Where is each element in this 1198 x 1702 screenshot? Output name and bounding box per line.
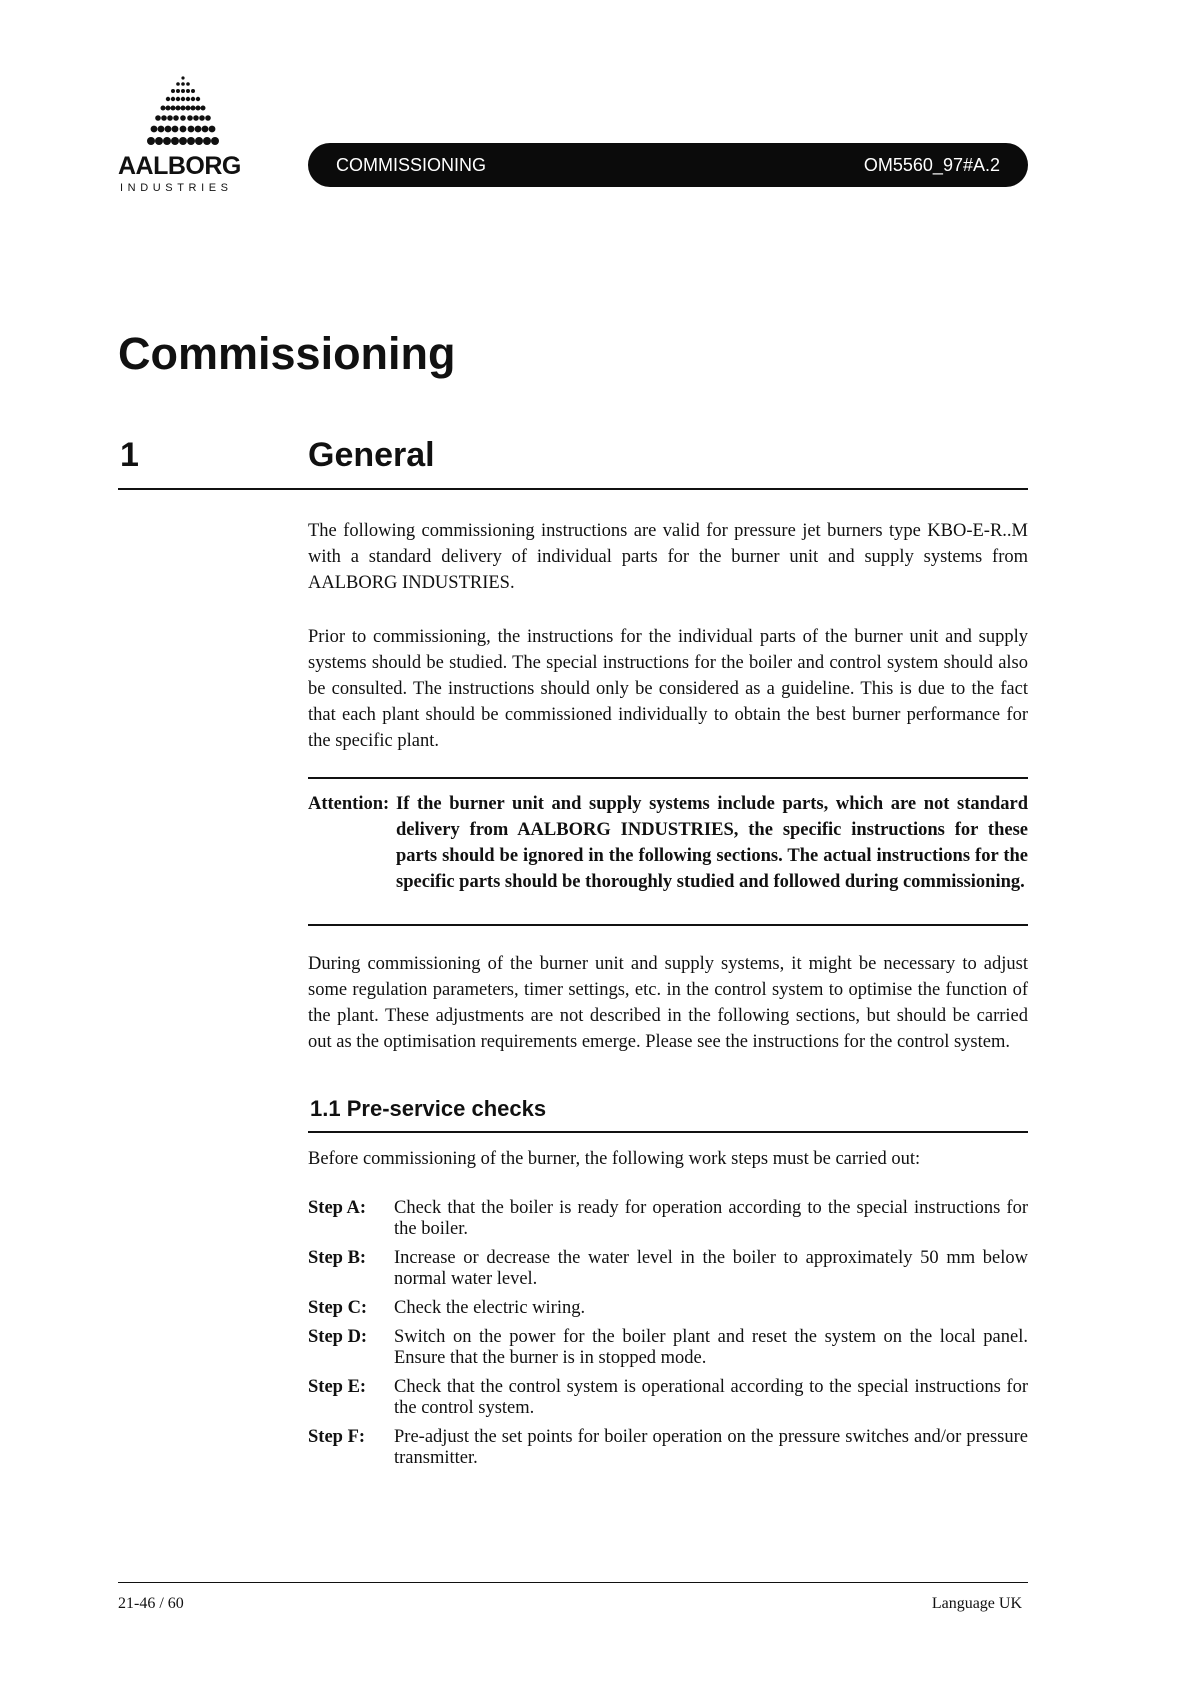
page-title: Commissioning bbox=[118, 328, 456, 379]
section-divider bbox=[118, 488, 1028, 490]
paragraph-during: During commissioning of the burner unit and supply systems, it might be necessary to adjust some regulation parameters, timer settings, etc. in the control system to optimise the function of the plant. These adjustments are not described in the following sections, but should be carried out as the optimisation requirements emerge. Please see the instructions for the control system. bbox=[308, 954, 1028, 1052]
step-text: Increase or decrease the water level in the boiler to approximately 50 mm below normal water level. bbox=[394, 1248, 1028, 1289]
footer-language: Language UK bbox=[931, 1595, 1022, 1612]
attention-top-rule bbox=[308, 777, 1028, 779]
footer-divider bbox=[118, 1582, 1028, 1583]
subsection-intro: Before commissioning of the burner, the following work steps must be carried out: bbox=[308, 1149, 921, 1169]
step-text: Check that the boiler is ready for operation according to the special instructions for the boiler. bbox=[394, 1198, 1028, 1239]
step-b bbox=[308, 1248, 1028, 1290]
subsection-number: 1.1 bbox=[310, 1096, 341, 1121]
section-title: General bbox=[308, 436, 435, 474]
step-f bbox=[308, 1427, 1028, 1469]
logo-name: AALBORG bbox=[118, 152, 241, 180]
step-label: Step B: bbox=[308, 1248, 367, 1268]
paragraph-prior: Prior to commissioning, the instructions for the individual parts of the burner unit and supply systems should be studied. The special instructions for the boiler and control system should also be consulted. The instructions should only be considered as a guideline. This is due to the fact that each plant should be commissioned individually to obtain the best burner performance for the specific plant. bbox=[308, 627, 1028, 751]
header-bar bbox=[308, 143, 1028, 187]
step-text: Check the electric wiring. bbox=[394, 1298, 586, 1318]
step-label: Step D: bbox=[308, 1327, 368, 1347]
attention-note bbox=[308, 791, 1028, 895]
subsection-divider bbox=[308, 1131, 1028, 1133]
subsection-title bbox=[310, 1096, 546, 1122]
step-a bbox=[308, 1198, 1028, 1240]
step-text: Pre-adjust the set points for boiler operation on the pressure switches and/or pressure transmitter. bbox=[394, 1427, 1028, 1468]
step-list bbox=[308, 1198, 1028, 1477]
header-section-label: COMMISSIONING bbox=[336, 155, 487, 175]
logo-dots-icon bbox=[138, 72, 228, 152]
attention-bottom-rule bbox=[308, 924, 1028, 926]
step-label: Step A: bbox=[308, 1198, 367, 1218]
footer-page-number: 21-46 / 60 bbox=[118, 1595, 184, 1612]
section-number: 1 bbox=[120, 436, 139, 474]
subsection-title-text: Pre-service checks bbox=[346, 1096, 547, 1121]
step-label: Step F: bbox=[308, 1427, 366, 1447]
step-text: Switch on the power for the boiler plant and reset the system on the local panel. Ensure that the burner is in stopped mode. bbox=[394, 1327, 1028, 1368]
paragraph-intro: The following commissioning instructions are valid for pressure jet burners type KBO-E-R..M with a standard delivery of individual parts for the burner unit and supply systems from AALBORG INDUSTRIES. bbox=[308, 521, 1028, 593]
step-label: Step C: bbox=[308, 1298, 368, 1318]
step-text: Check that the control system is operational according to the special instructions for the control system. bbox=[394, 1377, 1028, 1418]
step-c bbox=[308, 1298, 1028, 1319]
logo-subtitle: INDUSTRIES bbox=[120, 182, 233, 194]
attention-text: If the burner unit and supply systems include parts, which are not standard delivery from AALBORG INDUSTRIES, the specific instructions for these parts should be ignored in the following sections. The actual instructions for the specific parts should be thoroughly studied and followed during commissioning. bbox=[396, 794, 1028, 892]
step-e bbox=[308, 1377, 1028, 1419]
attention-label: Attention: bbox=[308, 794, 390, 814]
step-label: Step E: bbox=[308, 1377, 367, 1397]
company-logo bbox=[118, 72, 248, 197]
step-d bbox=[308, 1327, 1028, 1369]
header-document-id: OM5560_97#A.2 bbox=[863, 155, 1000, 175]
